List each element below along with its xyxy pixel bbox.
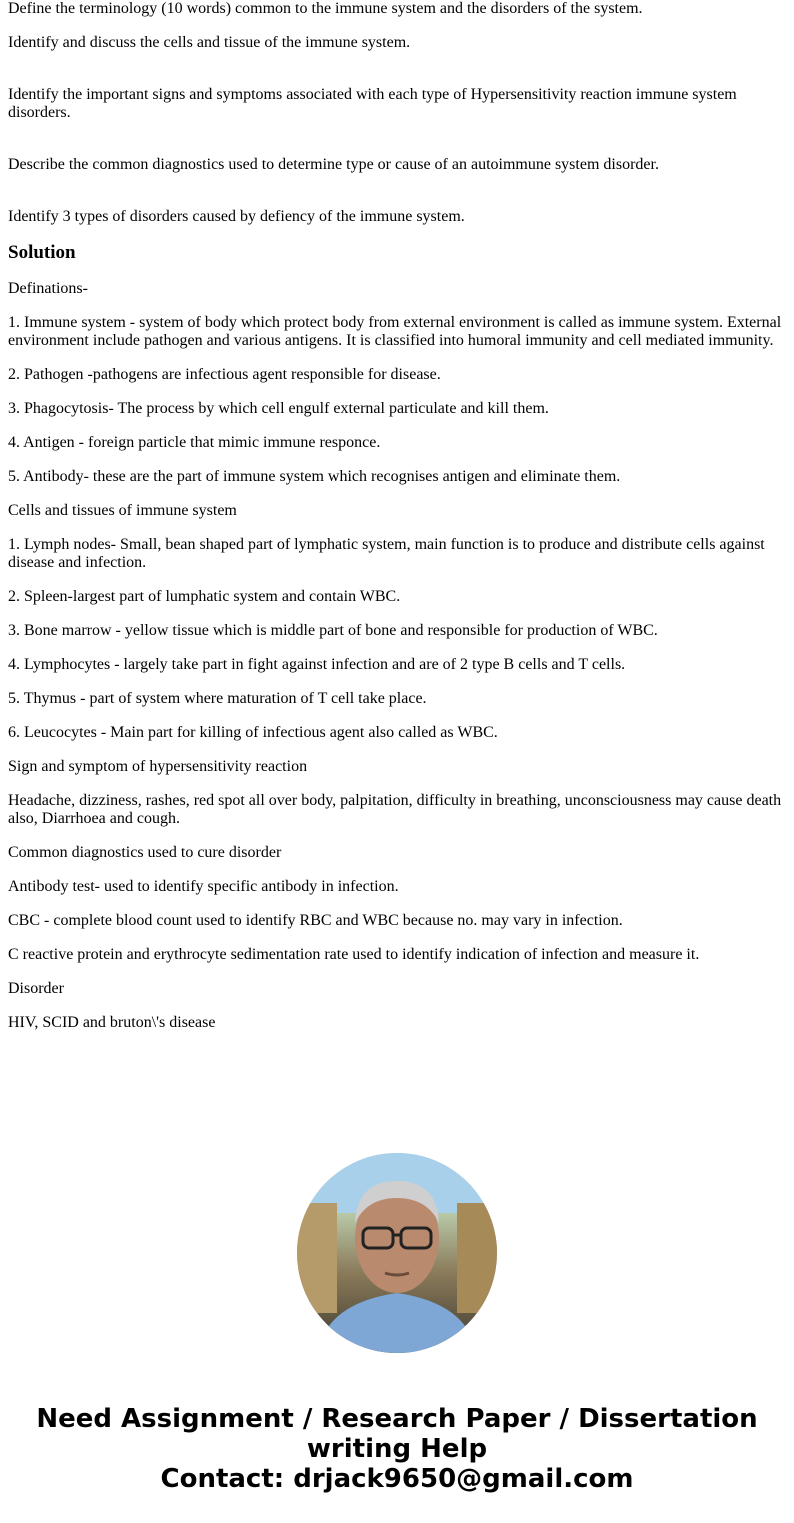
solution-paragraph: Cells and tissues of immune system [8, 502, 237, 519]
solution-paragraph: Definations- [8, 280, 88, 297]
solution-paragraph: 5. Antibody- these are the part of immune system which recognises antigen and eliminate them. [8, 468, 621, 485]
solution-paragraph: C reactive protein and erythrocyte sedimentation rate used to identify indication of infection and measure it. [8, 946, 700, 963]
solution-paragraph: Common diagnostics used to cure disorder [8, 844, 282, 861]
solution-paragraph: Headache, dizziness, rashes, red spot all over body, palpitation, difficulty in breathing, unconsciousness may cause death also, Diarrhoea and cough. [8, 792, 782, 827]
solution-paragraph: 4. Lymphocytes - largely take part in fight against infection and are of 2 type B cells and T cells. [8, 656, 626, 673]
solution-body [8, 280, 786, 1032]
solution-paragraph: 1. Immune system - system of body which protect body from external environment is called as immune system. External environment include pathogen and various antigens. It is classified into humoral immunity and cell mediated immunity. [8, 314, 782, 349]
footer-banner [0, 1404, 794, 1494]
question-2: Identify and discuss the cells and tissue of the immune system. [8, 34, 411, 51]
solution-paragraph: 2. Pathogen -pathogens are infectious agent responsible for disease. [8, 366, 441, 383]
question-5: Identify 3 types of disorders caused by defiency of the immune system. [8, 208, 465, 225]
solution-paragraph: Antibody test- used to identify specific antibody in infection. [8, 878, 399, 895]
solution-paragraph: 4. Antigen - foreign particle that mimic immune responce. [8, 434, 381, 451]
solution-paragraph: 3. Phagocytosis- The process by which cell engulf external particulate and kill them. [8, 400, 549, 417]
solution-paragraph: 2. Spleen-largest part of lumphatic system and contain WBC. [8, 588, 401, 605]
footer-contact: Contact: drjack9650@gmail.com [160, 1464, 634, 1494]
question-3: Identify the important signs and symptoms associated with each type of Hypersensitivity reaction immune system disorders. [8, 86, 737, 121]
solution-paragraph: 3. Bone marrow - yellow tissue which is middle part of bone and responsible for production of WBC. [8, 622, 658, 639]
question-4: Describe the common diagnostics used to determine type or cause of an autoimmune system disorder. [8, 156, 659, 173]
portrait-image [297, 1153, 497, 1353]
solution-paragraph: 6. Leucocytes - Main part for killing of infectious agent also called as WBC. [8, 724, 498, 741]
solution-paragraph: HIV, SCID and bruton\'s disease [8, 1014, 216, 1031]
question-1: Define the terminology (10 words) common to the immune system and the disorders of the system. [8, 0, 643, 17]
author-photo [297, 1153, 497, 1353]
solution-heading: Solution [8, 242, 76, 263]
solution-paragraph: Sign and symptom of hypersensitivity reaction [8, 758, 308, 775]
solution-paragraph: 1. Lymph nodes- Small, bean shaped part of lymphatic system, main function is to produce and distribute cells against disease and infection. [8, 536, 765, 571]
solution-paragraph: 5. Thymus - part of system where maturation of T cell take place. [8, 690, 427, 707]
solution-paragraph: Disorder [8, 980, 64, 997]
solution-paragraph: CBC - complete blood count used to identify RBC and WBC because no. may vary in infection. [8, 912, 623, 929]
footer-help-text: Need Assignment / Research Paper / Dissertation writing Help [36, 1404, 758, 1464]
